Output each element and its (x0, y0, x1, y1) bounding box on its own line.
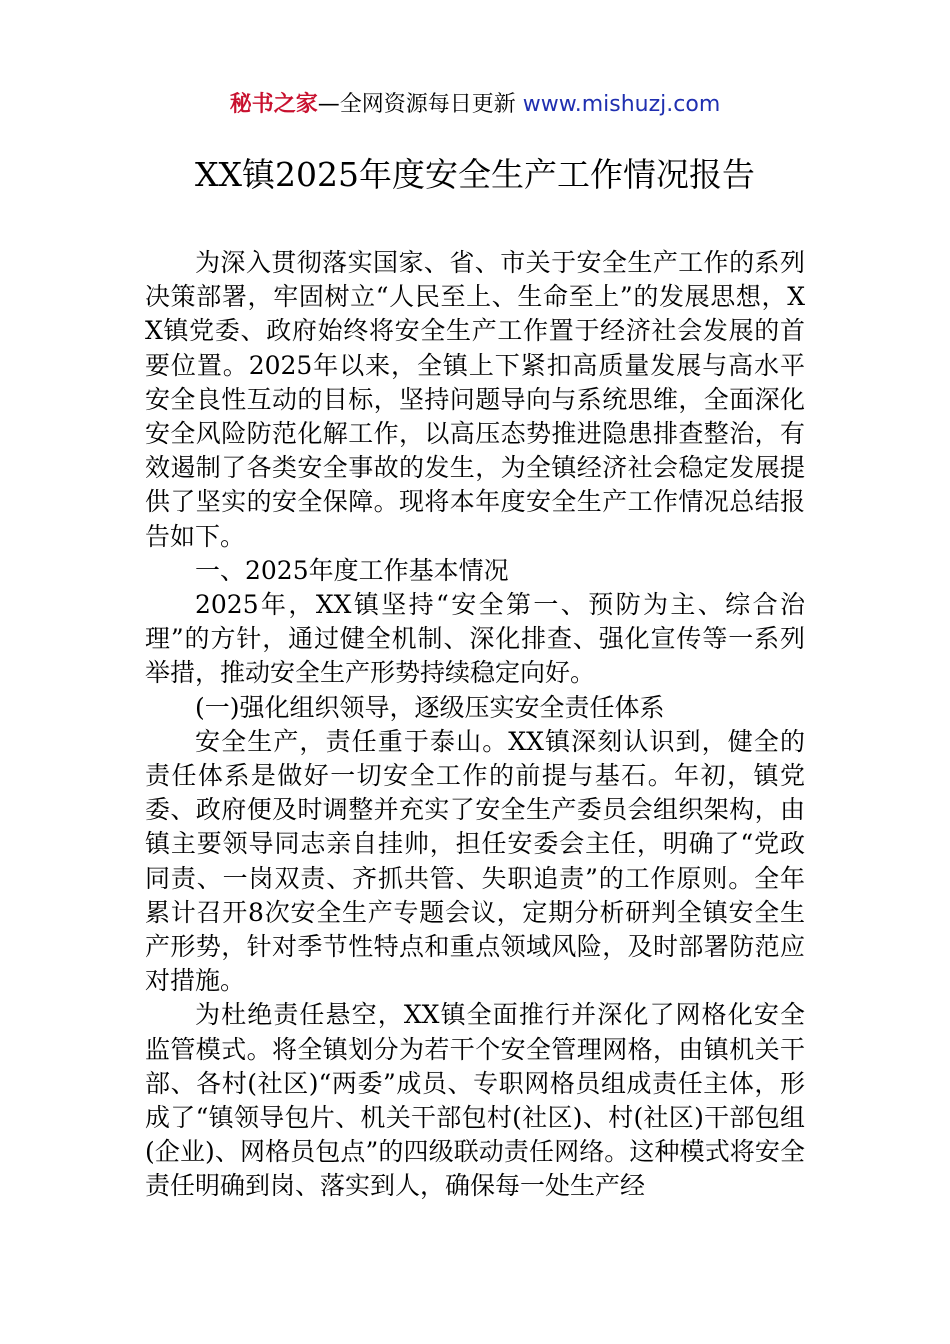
subsection-heading: (一)强化组织领导，逐级压实安全责任体系 (195, 692, 665, 722)
site-banner (0, 88, 950, 122)
intro-paragraph: 为深入贯彻落实国家、省、市关于安全生产工作的系列决策部署，牢固树立“人民至上、生命至上”的发展思想，XX镇党委、政府始终将安全生产工作置于经济社会发展的首要位置。2025年以来，全镇上下紧扣高质量发展与高水平安全良性互动的目标，坚持问题导向与系统思维，全面深化安全风险防范化解工作，以高压态势推进隐患排查整治，有效遏制了各类安全事故的发生，为全镇经济社会稳定发展提供了坚实的安全保障。现将本年度安全生产工作情况总结报告如下。 (145, 248, 805, 551)
body-paragraph: 为杜绝责任悬空，XX镇全面推行并深化了网格化安全监管模式。将全镇划分为若干个安全管理网格，由镇机关干部、各村(社区)“两委”成员、专职网格员组成责任主体，形成了“镇领导包片、机关干部包村(社区)、村(社区)干部包组(企业)、网格员包点”的四级联动责任网络。这种模式将安全责任明确到岗、落实到人，确保每一处生产经 (145, 1000, 805, 1201)
document-body (145, 246, 805, 1204)
site-url-link[interactable]: www.mishuzj.com (522, 92, 721, 117)
body-paragraph: 安全生产，责任重于泰山。XX镇深刻认识到，健全的责任体系是做好一切安全工作的前提与基石。年初，镇党委、政府便及时调整并充实了安全生产委员会组织架构，由镇主要领导同志亲自挂帅，担任安委会主任，明确了“党政同责、一岗双责、齐抓共管、失职追责”的工作原则。全年累计召开8次安全生产专题会议，定期分析研判全镇安全生产形势，针对季节性特点和重点领域风险，及时部署防范应对措施。 (145, 726, 805, 996)
site-brand: 秘书之家 (229, 92, 318, 117)
site-tagline: 全网资源每日更新 (339, 92, 516, 117)
banner-separator: — (317, 92, 340, 117)
section-paragraph: 2025年，XX镇坚持“安全第一、预防为主、综合治理”的方针，通过健全机制、深化排查、强化宣传等一系列举措，推动安全生产形势持续稳定向好。 (145, 590, 805, 688)
document-title: XX镇2025年度安全生产工作情况报告 (195, 155, 755, 194)
section-heading: 一、2025年度工作基本情况 (195, 555, 509, 585)
